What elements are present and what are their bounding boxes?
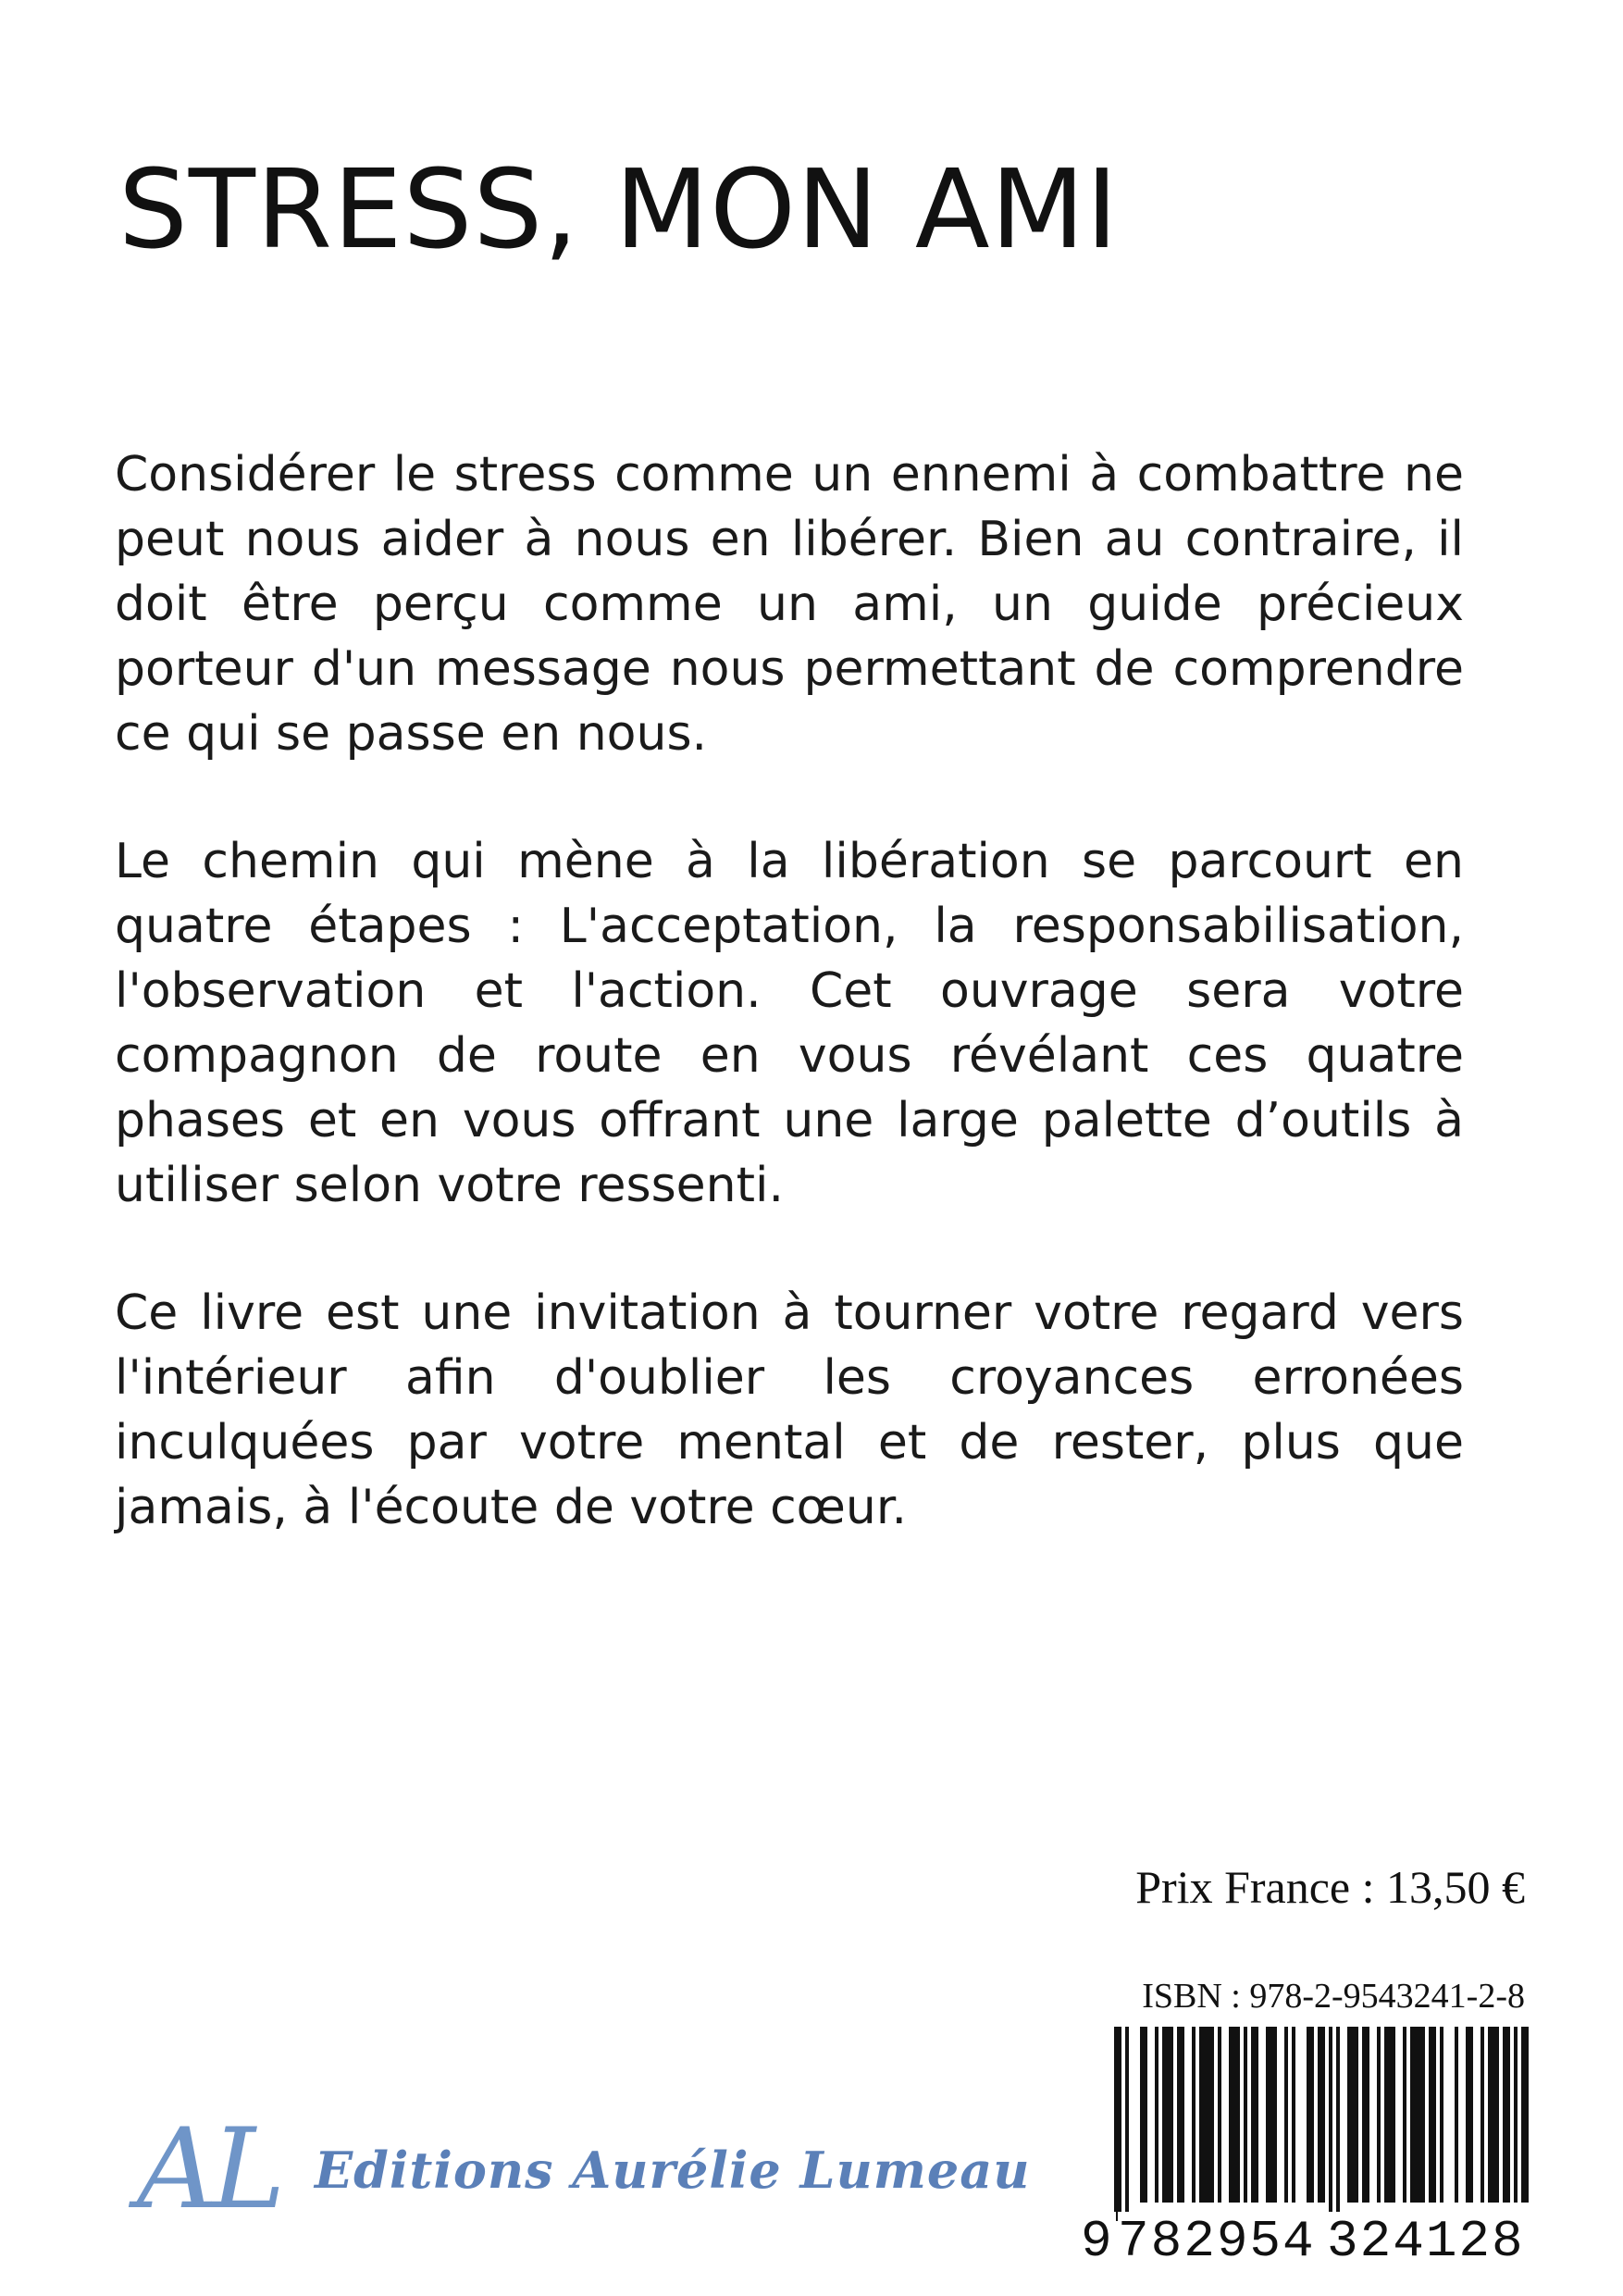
- barcode-bar: [1318, 2027, 1325, 2203]
- barcode-bar: [1488, 2027, 1499, 2203]
- barcode-bar: [1410, 2027, 1425, 2203]
- barcode-bar: [1384, 2027, 1395, 2203]
- barcode-bar: [1307, 2027, 1314, 2203]
- barcode-bar: [1514, 2027, 1518, 2203]
- barcode-bar: [1125, 2027, 1129, 2221]
- barcode-bar: [1329, 2027, 1332, 2221]
- barcode-bar: [1347, 2027, 1358, 2203]
- barcode-digits: [1077, 2203, 1530, 2286]
- barcode-bar: [1521, 2027, 1529, 2203]
- barcode-bar: [1218, 2027, 1221, 2203]
- barcode-bar: [1251, 2027, 1258, 2203]
- barcode-bar: [1266, 2027, 1277, 2203]
- barcode-bar: [1455, 2027, 1458, 2203]
- barcode-bar: [1362, 2027, 1369, 2203]
- publisher-name: Editions Aurélie Lumeau: [315, 2141, 1031, 2200]
- barcode-bar: [1292, 2027, 1295, 2203]
- barcode-bar: [1177, 2027, 1184, 2203]
- price-label: Prix France : 13,50 €: [1135, 1861, 1525, 1913]
- barcode-bar: [1244, 2027, 1247, 2203]
- barcode-bar: [1114, 2027, 1121, 2221]
- blurb-paragraph-2: Le chemin qui mène à la libération se parcourt en quatre étapes : L'acceptation, la responsabilisation, l'observation et l'action. Cet ouvrage sera votre compagnon de route en vous révélant ces quatre phases et en vous offrant une large palette d’outils à utiliser selon votre ressenti.: [115, 834, 1464, 1213]
- barcode-bar: [1162, 2027, 1173, 2203]
- barcode-bar: [1336, 2027, 1340, 2221]
- barcode-bar: [1481, 2027, 1484, 2203]
- barcode-bar: [1284, 2027, 1288, 2203]
- barcode-first-digit: 9: [1077, 2212, 1116, 2271]
- back-cover-blurb: [115, 442, 1464, 1603]
- barcode-bar: [1140, 2027, 1147, 2203]
- barcode-bar: [1403, 2027, 1406, 2203]
- barcode-bars: [1077, 2027, 1530, 2221]
- barcode-right-group: 324128: [1327, 2212, 1525, 2271]
- book-title: STRESS, MON AMI: [118, 145, 1120, 273]
- barcode-bar: [1377, 2027, 1381, 2203]
- publisher-logo-mark: AL: [137, 2105, 280, 2234]
- isbn-label: ISBN : 978-2-9543241-2-8: [1142, 1977, 1525, 2016]
- barcode-bar: [1466, 2027, 1473, 2203]
- barcode-bar: [1503, 2027, 1510, 2203]
- barcode-bar: [1440, 2027, 1443, 2203]
- barcode-bar: [1429, 2027, 1436, 2203]
- barcode-bar: [1155, 2027, 1158, 2203]
- barcode-bar: [1199, 2027, 1214, 2203]
- blurb-paragraph-1: Considérer le stress comme un ennemi à combattre ne peut nous aider à nous en libérer. Bien au contraire, il doit être perçu comme un ami, un guide précieux porteur d'un message nous permettant de comprendre ce qui se passe en nous.: [115, 447, 1464, 762]
- barcode-left-group: 782954: [1118, 2212, 1316, 2271]
- barcode-bar: [1192, 2027, 1196, 2203]
- barcode-bar: [1229, 2027, 1240, 2203]
- blurb-paragraph-3: Ce livre est une invitation à tourner votre regard vers l'intérieur afin d'oublier les croyances erronées inculquées par votre mental et de rester, plus que jamais, à l'écoute de votre cœur.: [115, 1285, 1464, 1535]
- publisher-logo: [56, 2105, 1031, 2235]
